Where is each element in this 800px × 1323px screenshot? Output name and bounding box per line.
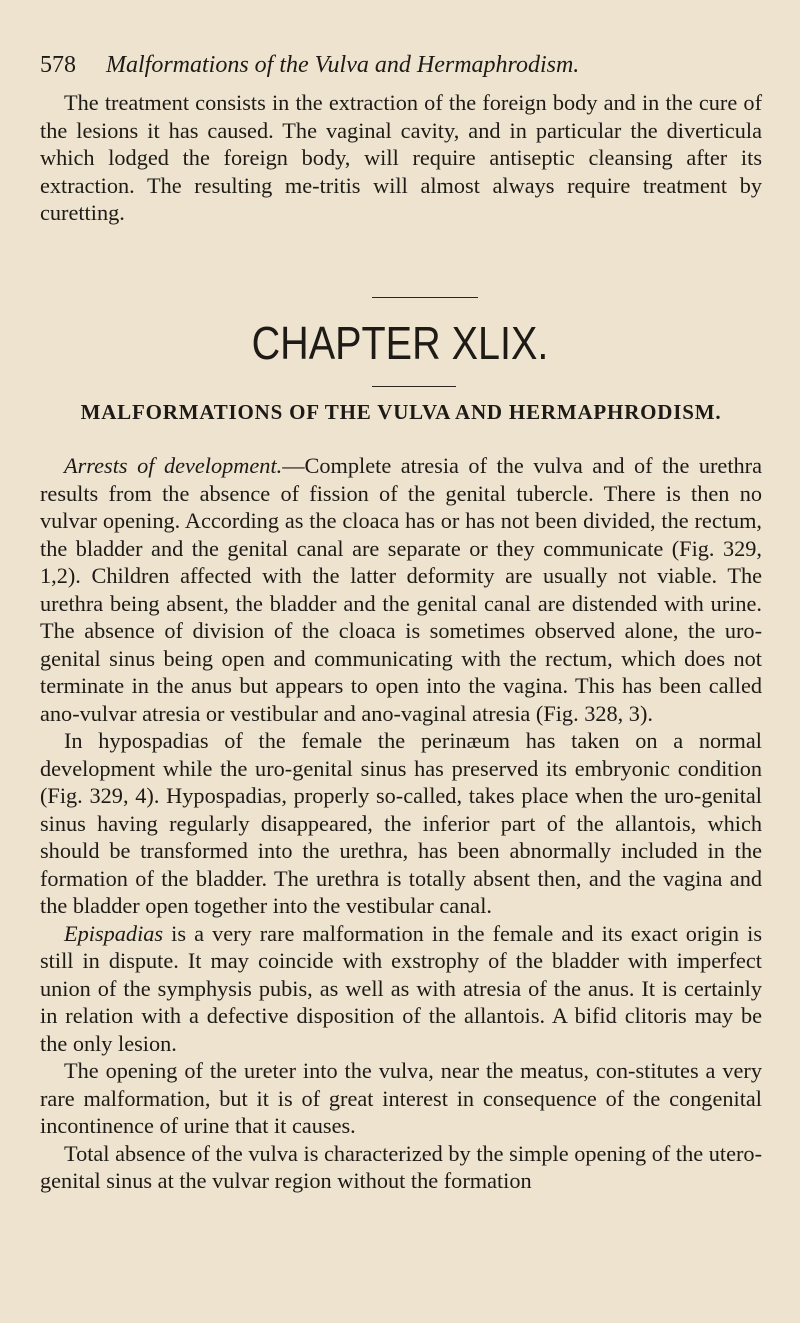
- paragraph-body: Total absence of the vulva is characterized by the simple opening of the utero-genital sinus at the vulvar region without the formation: [40, 1140, 762, 1193]
- paragraph-body: In hypospadias of the female the perinæum has taken on a normal development while the uro-genital sinus has preserved its embryonic condition (Fig. 329, 4). Hypospadias, properly so-called, takes place when the uro-genital sinus having regularly disappeared, the inferior part of the allantois, which should be transformed into the urethra, has been abnormally included in the formation of the bladder. The urethra is totally absent then, and the vagina and the bladder open together into the vestibular canal.: [40, 728, 762, 918]
- paragraph-lead: Arrests of development.: [64, 453, 283, 478]
- paragraph-arrests: [40, 452, 762, 727]
- running-header: [40, 48, 762, 82]
- paragraph-treatment: The treatment consists in the extraction of the foreign body and in the cure of the lesions it has caused. The vaginal cavity, and in particular the diverticula which lodged the foreign body, will require antiseptic cleansing after its extraction. The resulting me-tritis will almost always require treatment by curetting.: [40, 90, 762, 225]
- paragraph-lead: Epispadias: [64, 920, 164, 946]
- main-text-block: [40, 452, 762, 1195]
- chapter-heading: CHAPTER XLIX.: [251, 317, 549, 369]
- paragraph-ureter: [40, 1057, 762, 1140]
- paragraph-hypospadias: [40, 727, 762, 920]
- paragraph-total-absence: [40, 1140, 762, 1195]
- page-number: 578: [40, 52, 76, 78]
- paragraph-body: —Complete atresia of the vulva and of the urethra results from the absence of fission of the genital tubercle. There is then no vulvar opening. According as the cloaca has or has not been divided, the rectum, the bladder and the genital canal are separate or they communicate (Fig. 329, 1,2). Children affected with the latter deformity are usually not viable. The urethra being absent, the bladder and the genital canal are distended with urine. The absence of division of the cloaca is sometimes observed alone, the uro-genital sinus being open and communicating with the rectum, which does not terminate in the anus but appears to open into the vagina. This has been called ano-vulvar atresia or vestibular and ano-vaginal atresia (Fig. 328, 3).: [40, 453, 762, 726]
- chapter-rule-top: [372, 297, 478, 298]
- running-title: Malformations of the Vulva and Hermaphrodism.: [106, 52, 580, 78]
- paragraph-body: is a very rare malformation in the female and its exact origin is still in dispute. It may coincide with exstrophy of the bladder with imperfect union of the symphysis pubis, as well as with atresia of the anus. It is certainly in relation with a defective disposition of the allantois. A bifid clitoris may be the only lesion.: [40, 920, 762, 1056]
- paragraph-epispadias: [40, 920, 762, 1058]
- top-text-block: [40, 89, 762, 227]
- chapter-title: MALFORMATIONS OF THE VULVA AND HERMAPHRODISM.: [80, 400, 722, 424]
- paragraph-body: The opening of the ureter into the vulva, near the meatus, con-stitutes a very rare malformation, but it is of great interest in consequence of the congenital incontinence of urine that it causes.: [40, 1058, 762, 1138]
- chapter-rule-bottom: [372, 386, 456, 387]
